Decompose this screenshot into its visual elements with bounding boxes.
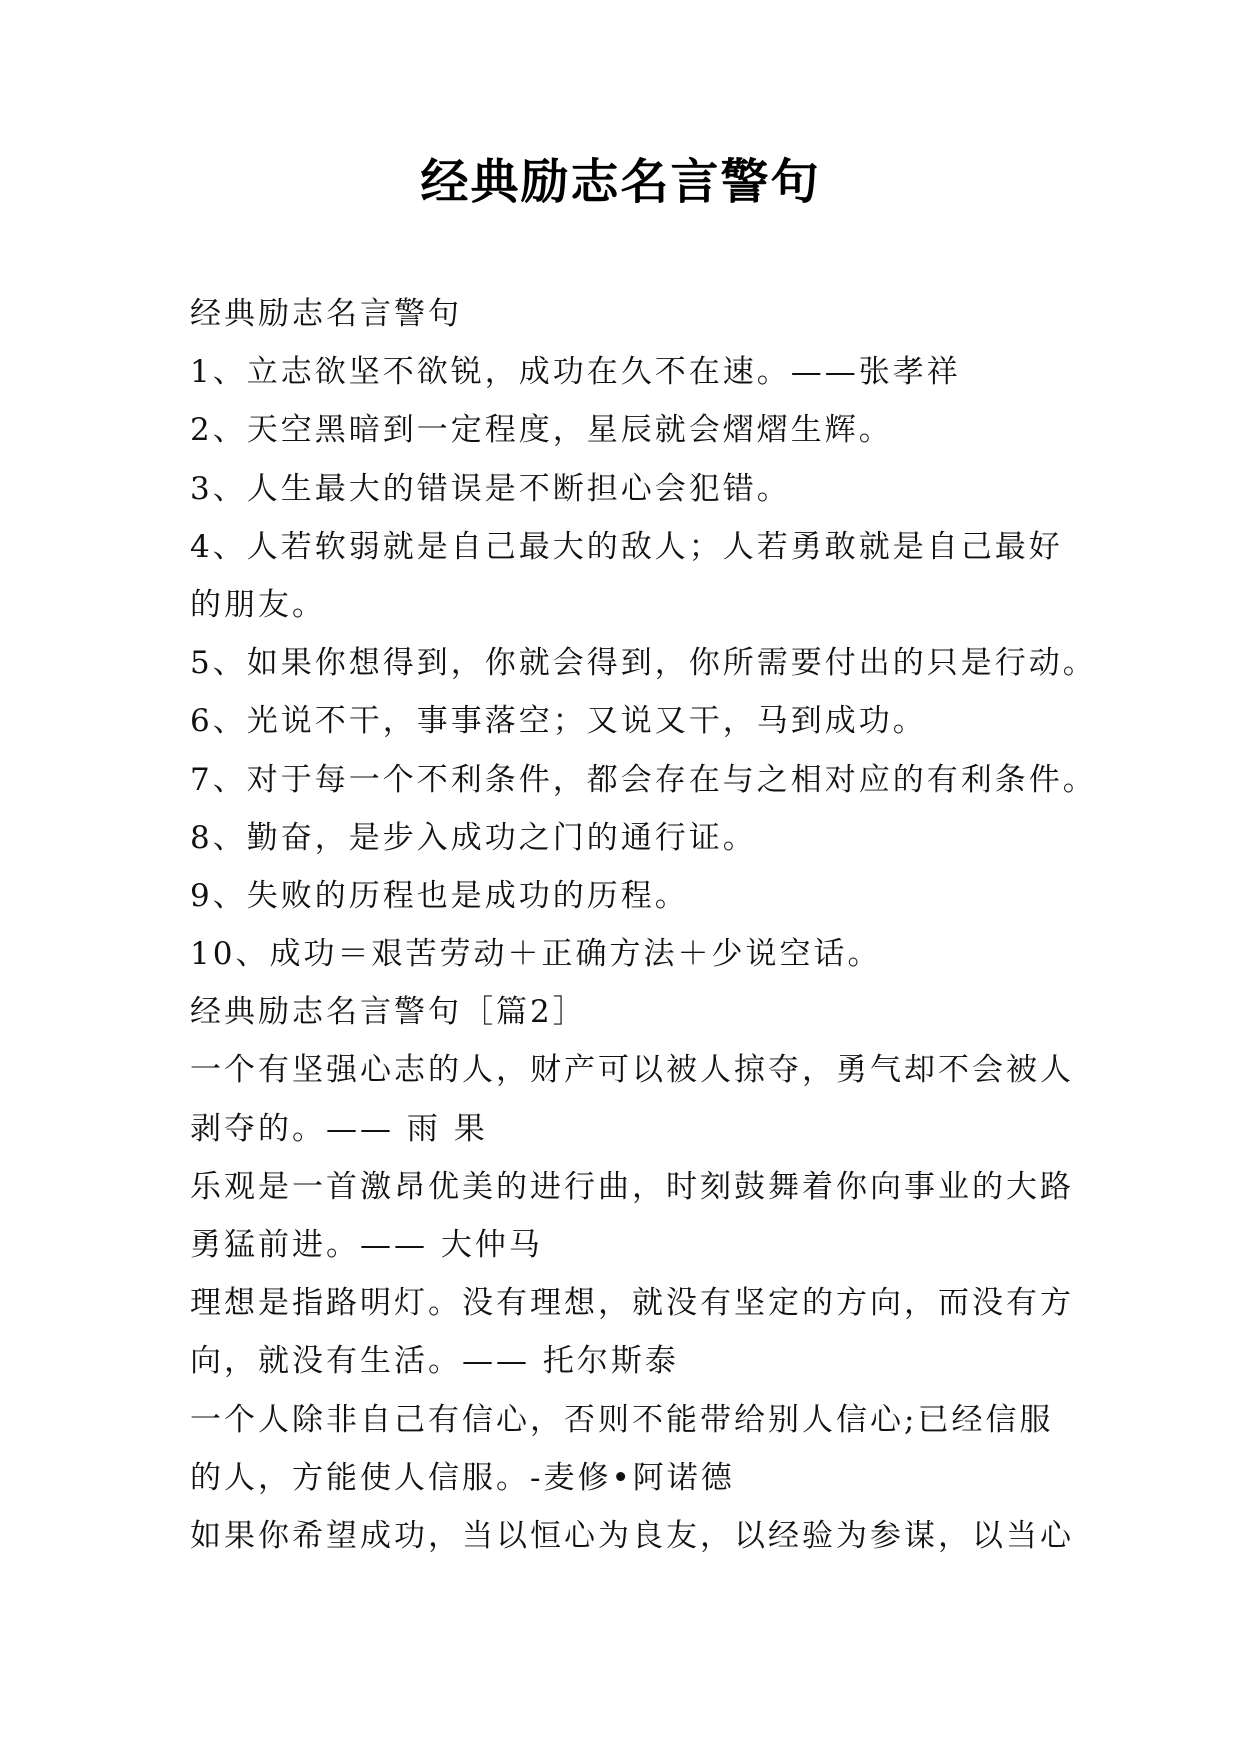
text-line: 向，就没有生活。—— 托尔斯泰 — [190, 1343, 679, 1380]
text-line: 理想是指路明灯。没有理想，就没有坚定的方向，而没有方 — [190, 1285, 1074, 1322]
text-line: 10、成功＝艰苦劳动＋正确方法＋少说空话。 — [190, 936, 882, 973]
document-body — [190, 285, 1097, 1565]
text-line: 8、勤奋，是步入成功之门的通行证。 — [190, 819, 757, 856]
text-line: 3、人生最大的错误是不断担心会犯错。 — [190, 470, 791, 507]
text-line: 乐观是一首激昂优美的进行曲，时刻鼓舞着你向事业的大路 — [190, 1168, 1074, 1205]
text-line: 1、立志欲坚不欲锐，成功在久不在速。——张孝祥 — [190, 354, 961, 391]
text-line: 4、人若软弱就是自己最大的敌人；人若勇敢就是自己最好 — [190, 528, 1063, 565]
text-line: 9、失败的历程也是成功的历程。 — [190, 877, 689, 914]
text-line: 经典励志名言警句［篇2］ — [190, 994, 587, 1031]
text-line: 的朋友。 — [190, 586, 326, 623]
text-line: 6、光说不干，事事落空；又说又干，马到成功。 — [190, 703, 927, 740]
text-line: 经典励志名言警句 — [190, 296, 462, 332]
text-line: 一个有坚强心志的人，财产可以被人掠夺，勇气却不会被人 — [190, 1052, 1074, 1089]
text-line: 的人，方能使人信服。-麦修•阿诺德 — [190, 1459, 735, 1496]
document-title: 经典励志名言警句 — [420, 154, 821, 210]
text-line: 5、如果你想得到，你就会得到，你所需要付出的只是行动。 — [190, 645, 1097, 682]
text-line: 一个人除非自己有信心，否则不能带给别人信心;已经信服 — [190, 1401, 1054, 1438]
text-line: 如果你希望成功，当以恒心为良友，以经验为参谋，以当心 — [190, 1517, 1074, 1554]
text-line: 剥夺的。—— 雨 果 — [190, 1110, 488, 1147]
text-line: 勇猛前进。—— 大仲马 — [190, 1227, 543, 1263]
text-line: 2、天空黑暗到一定程度，星辰就会熠熠生辉。 — [190, 412, 893, 449]
text-line: 7、对于每一个不利条件，都会存在与之相对应的有利条件。 — [190, 761, 1097, 798]
